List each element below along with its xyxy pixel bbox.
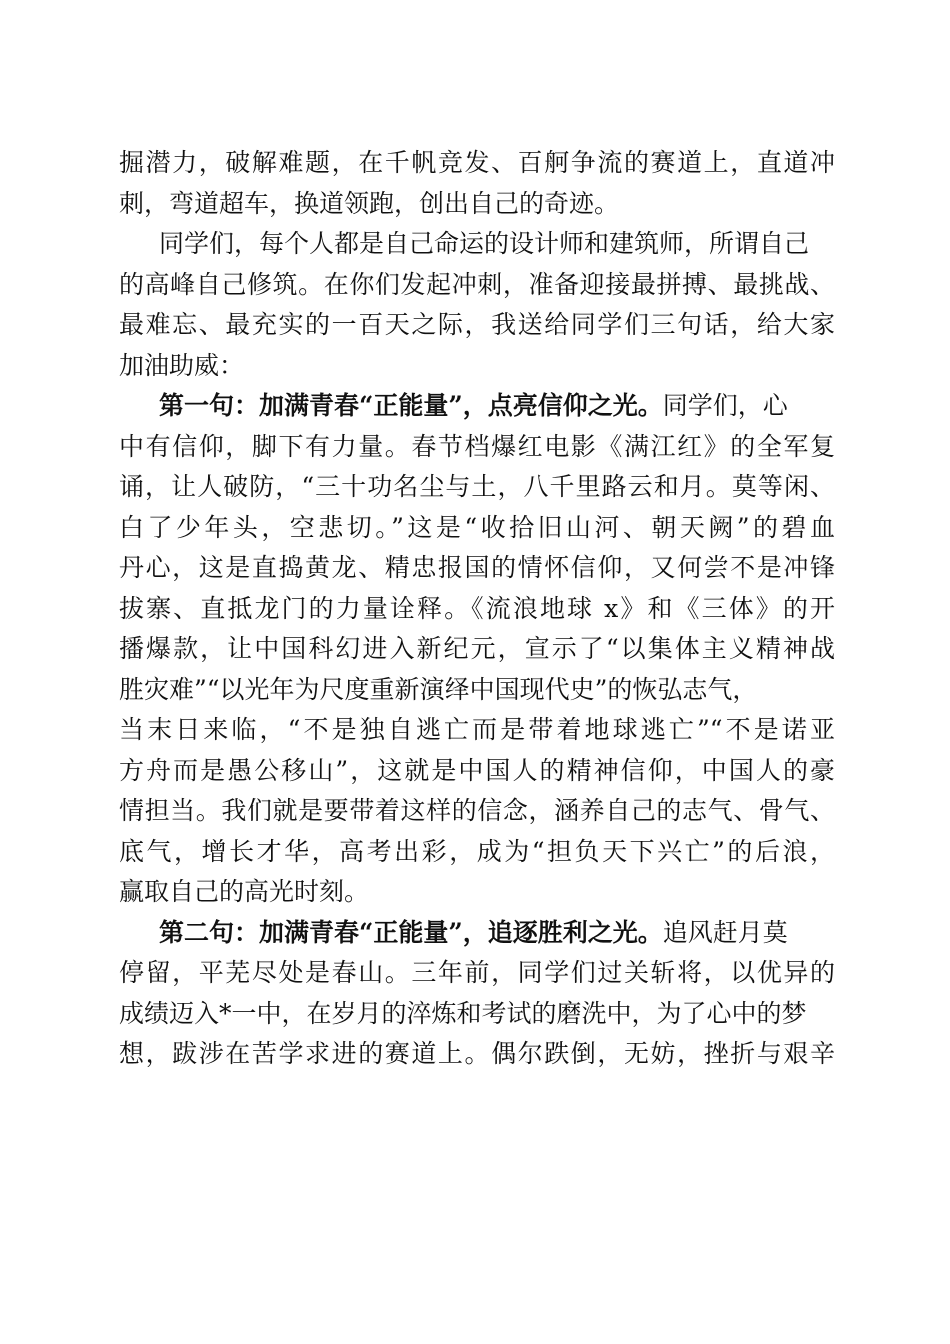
text-line: 的高峰自己修筑。在你们发起冲刺，准备迎接最拼搏、最挑战、 xyxy=(119,269,835,299)
text-line: 丹心，这是直捣黄龙、精忠报国的情怀信仰，又何尝不是冲锋 xyxy=(119,553,835,582)
text-line: 成绩迈入*一中，在岁月的淬炼和考试的磨洗中，为了心中的梦 xyxy=(119,998,807,1028)
text-line: 中有信仰，脚下有力量。春节档爆红电影《满江红》的全军复 xyxy=(119,431,835,461)
paragraph-first-line xyxy=(119,913,835,954)
text-line: 底气，增长才华，高考出彩，成为“担负天下兴亡”的后浪， xyxy=(119,836,835,866)
text-line: 最难忘、最充实的一百天之际，我送给同学们三句话，给大家 xyxy=(119,310,835,339)
text-line: 诵，让人破防，“三十功名尘与土，八千里路云和月。莫等闲、 xyxy=(119,472,835,501)
text-line: 想，跋涉在苦学求进的赛道上。偶尔跌倒，无妨，挫折与艰辛 xyxy=(119,1039,835,1068)
text-line: 加油助威： xyxy=(119,350,245,380)
text-line: 情担当。我们就是要带着这样的信念，涵养自己的志气、骨气、 xyxy=(119,796,835,825)
paragraph-first-line xyxy=(119,386,835,427)
text-line: 停留，平芜尽处是春山。三年前，同学们过关斩将，以优异的 xyxy=(119,958,835,987)
text-line: 胜灾难”“以光年为尺度重新演绎中国现代史”的恢弘志气， xyxy=(119,674,758,704)
text-line: 当末日来临，“不是独自逃亡而是带着地球逃亡”“不是诺亚 xyxy=(119,715,835,744)
text-line: 刺，弯道超车，换道领跑，创出自己的奇迹。 xyxy=(119,188,620,218)
text-run: 同学们，心 xyxy=(662,391,788,420)
text-line: 同学们，每个人都是自己命运的设计师和建筑师，所谓自己 xyxy=(159,229,810,258)
text-line: 掘潜力，破解难题，在千帆竞发、百舸争流的赛道上，直道冲 xyxy=(119,148,835,177)
text-line: 白了少年头，空悲切。”这是“收拾旧山河、朝天阙”的碧血 xyxy=(119,512,835,542)
section-heading: 第二句：加满青春“正能量”，追逐胜利之光。 xyxy=(159,917,663,947)
text-line: 拔寨、直抵龙门的力量诠释。《流浪地球 x》和《三体》的开 xyxy=(119,593,835,623)
document-body xyxy=(119,143,835,1075)
text-line: 赢取自己的高光时刻。 xyxy=(119,877,370,906)
text-line: 播爆款，让中国科幻进入新纪元，宣示了“以集体主义精神战 xyxy=(119,634,835,663)
text-run: 追风赶月莫 xyxy=(662,917,788,947)
text-line: 方舟而是愚公移山”，这就是中国人的精神信仰，中国人的豪 xyxy=(119,755,835,785)
section-heading: 第一句：加满青春“正能量”，点亮信仰之光。 xyxy=(159,391,663,420)
